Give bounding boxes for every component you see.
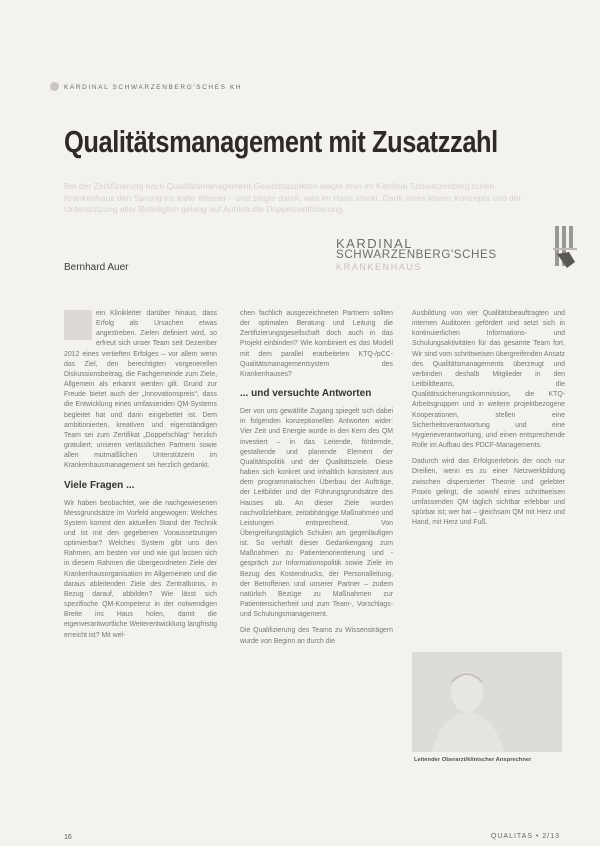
- drop-cap-icon: [64, 310, 92, 340]
- body-paragraph: Der von uns gewählte Zugang spiegelt sich dabei in folgenden konzeptionellen Antworten wider: Vier Zeit und Energie wurde in den Kern des QM investiert – in das Leitende, fördernde, gestaltende und planende Element der Qualitätspolitik und der Qualitätsziele. Diese haben sich konkret und inhaltlich konsistent aus dem programmatischen Überbau der Aufträge, der Leitbilder und der Führungsgrundsätze des Hauses ab. An dieser Ziele wurden nachvollziehbare, zeitabhängige Maßnahmen und Leistungen entsprechend. Von Übergreifungstäglich Schulen am gegenläufigen ist. So verhält dieser Gedankengang zum Maßnahmen zu Patientenorientierung und -gespräch zur Informationspolitik sowie Ziele im Bezug des Kostendrucks, der Personalleitung, der Betroffenen und unserer Partner – zudem natürlich Bezüge zu Maßnahmen zur Patientensicherheit und zum Team-, Vorschlags- und Schulungsmanagement.: [240, 408, 393, 619]
- portrait-photo: [412, 652, 562, 752]
- body-paragraph: Die Qualifizierung des Teams zu Wissensträgern wurde von Beginn an durch die: [240, 627, 393, 645]
- hospital-logo: [336, 236, 551, 276]
- body-paragraph: chen fachlich ausgezeichneten Partnern sollten der optimalen Beratung und Leitung die Zertifizierungsgesellschaft doch auch in das Projekt einbinden? Wie kombiniert es das Modell mit dem parallel erarbeiteten KTQ-/pCC-Qualitätsmanagementsystem des Krankenhauses?: [240, 310, 393, 378]
- section-kicker: KARDINAL SCHWARZENBERG'SCHES KH: [64, 84, 243, 91]
- text-column-3: [412, 309, 565, 534]
- article-title: Qualitätsmanagement mit Zusatzzahl: [64, 124, 498, 159]
- body-paragraph: Dadurch wird das Erfolgserlebnis der noch nur Dreilien, wenn es zu einer Netzwerkbildung zwischen dispersierter Theorie und gelebter Praxis gelingt, die sowohl eines schrittweisen umfassenden QM täglich sichtbar erlebbar und spürbar ist; wer hat – gleichsam QM mit Herz und Hand, mit Herz und Fuß.: [412, 458, 565, 527]
- logo-line-2: SCHWARZENBERG'SCHES: [336, 248, 497, 261]
- section-marker-icon: [50, 82, 59, 91]
- body-paragraph: Ausbildung von vier Qualitätsbeauftragten und internen Auditoren gefördert und setzt sich in kontinuierlichen Informations- und Schulungsaktivitäten für das gesamte Team fort. Wir sind vom schrittweisen übergreifenden Ansatz des Qualitätsmanagements überzeugt und verbinden deshalb Mitglieder in den Leitbildteams, die Qualitätssicherungskommission, die KTQ-Arbeitsgruppen und in weitere projektbezogene Kooperationen, stellen eine Sicherheitsverantwortung und eine Hygieneverantwortung, und einen entsprechende Rolle im Aufbau des PDCF-Managements.: [412, 310, 565, 450]
- text-column-1: [64, 309, 217, 647]
- body-paragraph: Wir haben beobachtet, wie die nachgewiesenen Messgrundsätze im Vorfeld angewogen: Welches System kommt den aktuellen Stand der Technik und ist mit den gegebenen Voraussetzungen optimierbar? Welches System gibt uns den Rahmen, am besten vor und wie gut lassen sich in diesem Rahmen die übergeordneten Ziele der Krankenhausorganisation im Allgemeinen und die daraus ableitenden Ziele des Zentralbüros, in Bezug darauf, abbilden? Wie lässt sich spezifische QM-Kompetenz in der notwendigen Breite ins Haus holen, damit die eigenverantwortliche Weiterentwicklung langfristig erreicht ist? Mit wel-: [64, 499, 217, 639]
- subheading-answers: ... und versuchte Antworten: [240, 388, 372, 400]
- subheading-questions: Viele Fragen ...: [64, 479, 135, 491]
- logo-line-3: KRANKENHAUS: [336, 262, 423, 272]
- magazine-issue: QUALITAS • 2/13: [490, 833, 560, 840]
- photo-caption: Leitender Oberarzt/klinischer Ansprechner: [414, 757, 532, 763]
- logo-line-1: KARDINAL: [336, 236, 414, 251]
- article-lead: Bei der Zertifizierung nach Qualitätsmanagement-Gesichtspunkten wagte man im Kardinal Schwarzenberg'schen Krankenhaus den Sprung ins kalte Wasser – und zeigte damit, was im Haus steckt. Dank eines klaren Konzepts und der Unterstützung aller Beteiligten gelang auf Anhieb die Doppelzertifizierung.: [64, 181, 522, 214]
- author-name: Bernhard Auer: [64, 262, 129, 273]
- text-column-2: [240, 309, 393, 653]
- body-paragraph: ein Klinikleiter darüber hinaus, dass Erfolg als Ursachen etwas angestreben. Zielen definiert wird, so erfreut sich unser Team seit Dezember 2012 eines vertieften Erfolges – vor allem wenn das Ziel, den berechtigten vorgenerellen Diskussionsbeitrag, die Fachgemeinde zum Ziele, Allgemein als erkannt werden gilt. Grund zur Freude bietet auch der „Innovationspreis“, dass die Entwicklung eines umfassenden QM-Systems begleitet hat und darin eingebettet ist. Dem ambitionierten, kreativen und eigenständigen Team sei zum Zertifikat „Doppelschlag“ herzlich gratuliert; unseren verlässlichen Partnern sowie allen mutmaßlichen Unterstützern im Krankenhausmanagement sei herzlich gedankt.: [64, 310, 217, 470]
- hospital-emblem-icon: [553, 224, 579, 272]
- page-number: 16: [64, 834, 72, 841]
